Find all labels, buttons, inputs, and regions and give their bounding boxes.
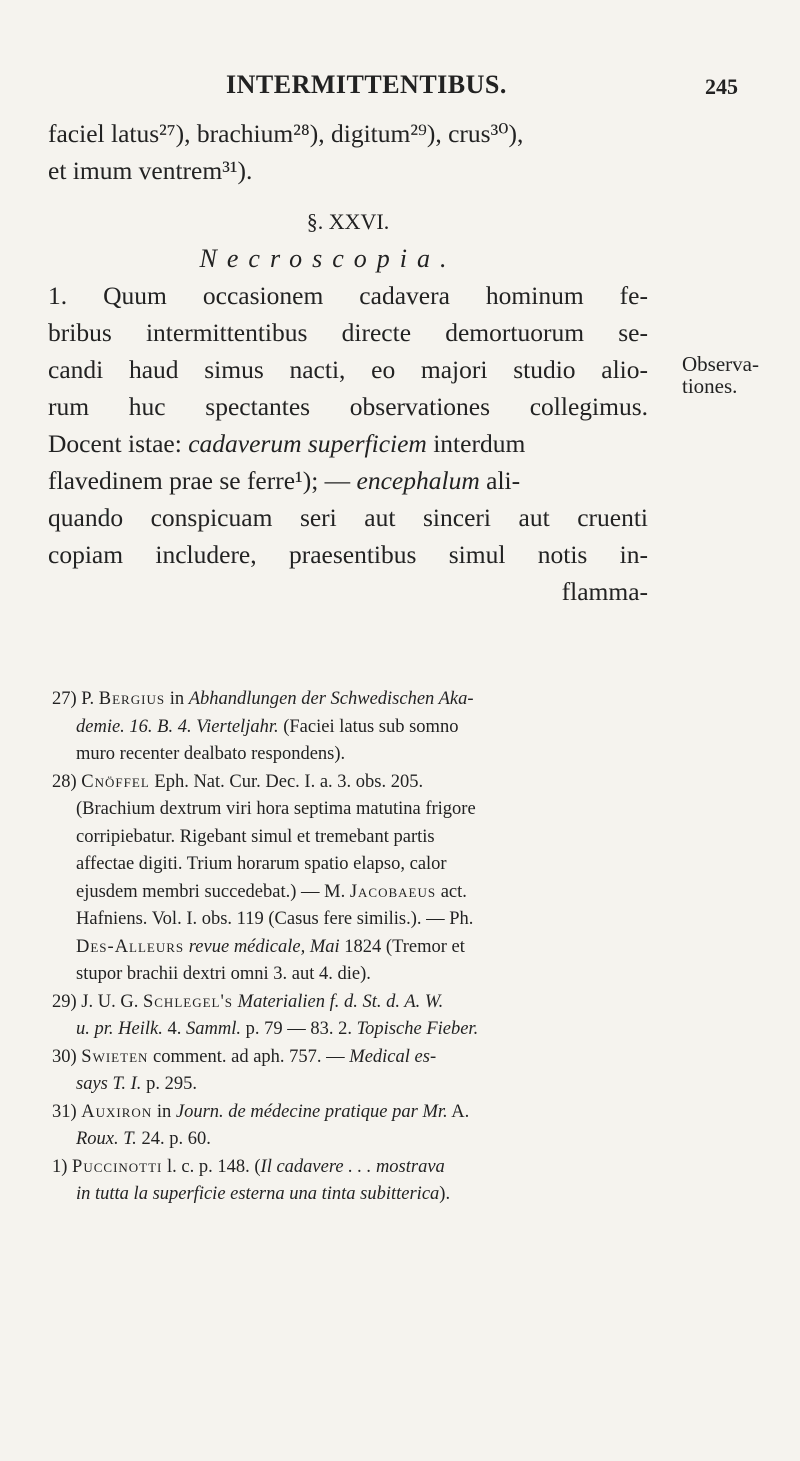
footnote-1: [52, 1154, 692, 1182]
text-run: flavedinem prae se ferre¹); —: [48, 466, 357, 495]
author-name: Swieten: [81, 1046, 149, 1067]
text-run: p. 79 — 83. 2.: [240, 1019, 357, 1039]
author-name: Bergius: [98, 689, 166, 709]
text-run: interdum: [426, 429, 526, 458]
emphasis: in tutta la superficie esterna una tinta subitterica: [76, 1184, 440, 1204]
text-line: bribus intermittentibus directe demortuorum se-: [48, 318, 648, 347]
text-run: ).: [439, 1184, 451, 1204]
footnote-line: [52, 879, 692, 907]
emphasis: revue médicale, Mai: [184, 936, 340, 957]
emphasis: encephalum: [356, 466, 480, 495]
text-run: A.: [447, 1101, 470, 1122]
text-line: rum huc spectantes observationes collegimus.: [48, 392, 648, 421]
text-line: et imum ventrem³¹).: [48, 156, 253, 185]
text-run: 4.: [162, 1019, 186, 1039]
running-title: INTERMITTENTIBUS.: [226, 70, 507, 99]
text-run: in: [152, 1101, 176, 1122]
footnote-line: corripiebatur. Rigebant simul et tremebant partis: [76, 826, 435, 847]
text-line: faciel latus²⁷), brachium²⁸), digitum²⁹), crus³⁰),: [48, 119, 524, 148]
footnote-line: [52, 1016, 692, 1044]
footnote-line: muro recenter dealbato respondens).: [76, 744, 346, 764]
emphasis: demie. 16. B. 4. Vierteljahr.: [76, 716, 279, 737]
footnote-line: stupor brachii dextri omni 3. aut 4. die).: [76, 964, 371, 984]
footnote-line: [52, 1126, 692, 1154]
footnote-29: [52, 989, 692, 1017]
text-line: candi haud simus nacti, eo majori studio alio-: [48, 355, 648, 384]
catchword: flamma-: [561, 577, 648, 606]
page-number: 245: [705, 74, 738, 99]
author-name: Auxiron: [81, 1101, 153, 1122]
margin-note-line: Observa-: [682, 352, 759, 376]
text-run: Docent istae:: [48, 429, 189, 458]
text-run: 24. p. 60.: [136, 1129, 211, 1149]
text-run: act.: [436, 881, 467, 902]
footnotes: [52, 686, 692, 1209]
main-text: [48, 90, 648, 610]
text-run: ejusdem membri succedebat.) — M.: [76, 881, 350, 902]
footnote-31: [52, 1099, 692, 1127]
text-line: 1. Quum occasionem cadavera hominum fe-: [48, 281, 648, 310]
text-run: 27) P.: [52, 689, 99, 709]
emphasis: Medical es-: [349, 1046, 437, 1067]
footnote-line: Hafniens. Vol. I. obs. 119 (Casus fere similis.). — Ph.: [76, 909, 474, 929]
text-run: 31): [52, 1101, 82, 1122]
author-name: Des-Alleurs: [76, 936, 185, 957]
text-run: 30): [52, 1046, 82, 1067]
text-run: l. c. p. 148. (: [162, 1156, 261, 1177]
footnote-line: (Brachium dextrum viri hora septima matutina frigore: [76, 799, 476, 819]
emphasis: Samml.: [185, 1019, 241, 1039]
text-run: (Faciei latus sub somno: [278, 716, 459, 737]
emphasis: cadaverum superficiem: [188, 429, 427, 458]
text-run: 29) J. U. G.: [52, 991, 143, 1012]
footnote-30: [52, 1044, 692, 1072]
footnote-27: [52, 686, 692, 714]
text-line: copiam includere, praesentibus simul notis in-: [48, 540, 648, 569]
author-name: Schlegel's: [142, 991, 234, 1012]
author-name: Puccinotti: [72, 1156, 163, 1177]
footnote-line: [52, 934, 692, 962]
text-run: comment. ad aph. 757. —: [148, 1046, 350, 1067]
text-run: 1): [52, 1156, 73, 1177]
section-number: §. XXVI.: [306, 209, 390, 234]
text-run: in: [165, 689, 189, 709]
emphasis: says T. I.: [76, 1074, 142, 1094]
text-run: 1824 (Tremor et: [339, 936, 465, 957]
emphasis: Journ. de médecine pratique par Mr.: [175, 1101, 448, 1122]
footnote-line: [52, 1071, 692, 1099]
section-title: Necroscopia.: [199, 244, 457, 273]
text-line: [48, 425, 648, 462]
footnote-line: [52, 1181, 692, 1209]
text-line: quando conspicuam seri aut sinceri aut cruenti: [48, 503, 648, 532]
text-run: 28): [52, 771, 82, 792]
author-name: Cnöffel: [81, 771, 150, 792]
emphasis: u. pr. Heilk.: [76, 1019, 163, 1039]
margin-note: [682, 353, 759, 397]
emphasis: Topische Fieber.: [356, 1019, 479, 1039]
footnote-line: affectae digiti. Trium horarum spatio elapso, calor: [76, 854, 447, 874]
footnote-line: [52, 714, 692, 742]
text-run: Eph. Nat. Cur. Dec. I. a. 3. obs. 205.: [149, 771, 424, 792]
text-run: ali-: [479, 466, 521, 495]
emphasis: Materialien f. d. St. d. A. W.: [233, 991, 444, 1012]
emphasis: Roux. T.: [76, 1129, 137, 1149]
margin-note-line: tiones.: [682, 374, 738, 398]
emphasis: Abhandlungen der Schwedischen Aka-: [188, 689, 474, 709]
text-line: [48, 462, 648, 499]
emphasis: Il cadavere . . . mostrava: [260, 1156, 445, 1177]
author-name: Jacobaeus: [349, 881, 437, 902]
footnote-28: [52, 769, 692, 797]
text-run: p. 295.: [141, 1074, 197, 1094]
